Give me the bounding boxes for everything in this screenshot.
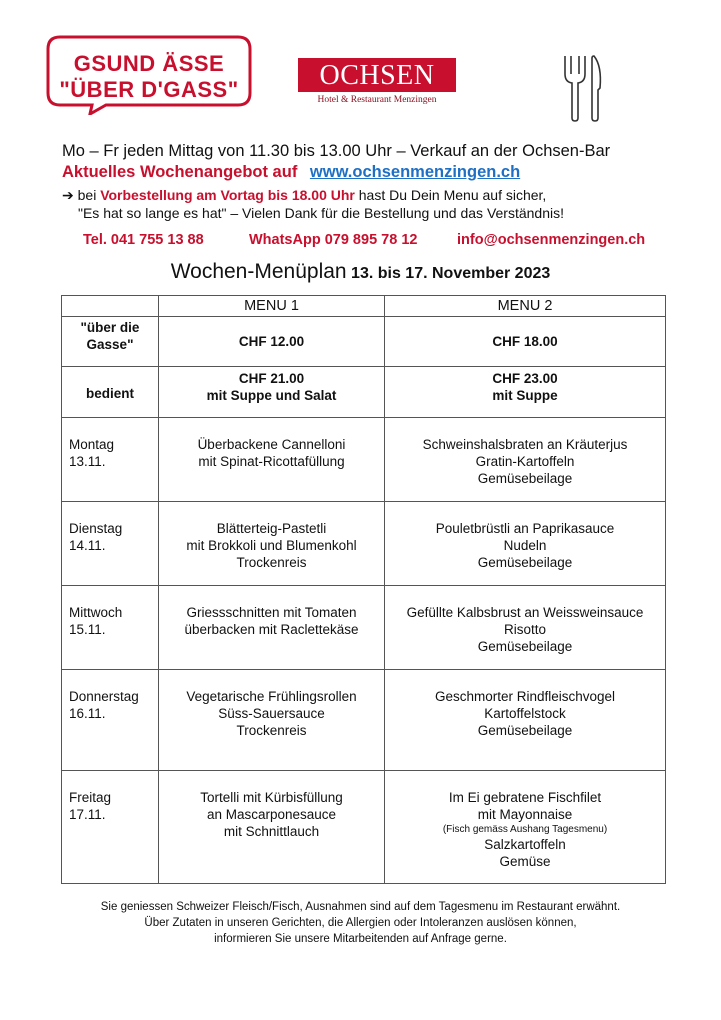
- dish-line: Geschmorter Rindfleischvogel: [434, 689, 616, 704]
- footer-line: informieren Sie unsere Mitarbeitenden auf Anfrage gerne.: [214, 933, 507, 945]
- badge-line-1: GSUND ÄSSE: [73, 51, 225, 76]
- price-line: CHF 18.00: [492, 334, 558, 349]
- weekly-offer: [62, 163, 520, 182]
- dish-line: Süss-Sauersauce: [218, 706, 325, 721]
- dish-line: an Mascarponesauce: [206, 807, 337, 822]
- offer-label: Aktuelles Wochenangebot auf: [62, 163, 298, 181]
- whatsapp-number[interactable]: WhatsApp 079 895 78 12: [249, 232, 418, 248]
- dish-line: Gemüsebeilage: [477, 723, 573, 738]
- page-title: [0, 260, 721, 284]
- dish-note: (Fisch gemäss Aushang Tagesmenu): [442, 824, 608, 835]
- dish-line: mit Mayonnaise: [477, 807, 573, 822]
- menu-1-dish: [159, 586, 385, 670]
- arrow-icon: ➔: [62, 187, 74, 203]
- day-cell: [62, 586, 159, 670]
- day-row-wednesday: [62, 586, 666, 670]
- menu-1-dish: [159, 418, 385, 502]
- day-cell: [62, 502, 159, 586]
- menu-2-dish: [385, 670, 666, 771]
- promo-badge: [46, 35, 252, 115]
- preorder-suffix: hast Du Dein Menu auf sicher,: [358, 187, 547, 203]
- dish-line: Trockenreis: [236, 555, 307, 570]
- dish-line: Blätterteig-Pastetli: [216, 521, 327, 536]
- title-dates: 13. bis 17. November 2023: [351, 265, 551, 282]
- dish-line: Vegetarische Frühlingsrollen: [186, 689, 357, 704]
- day-row-tuesday: [62, 502, 666, 586]
- dish-line: überbacken mit Raclettekäse: [184, 622, 359, 637]
- day-date: 15.11.: [69, 622, 106, 637]
- preorder-prefix: bei: [77, 187, 97, 203]
- price-menu-1: [159, 317, 385, 367]
- day-name: Mittwoch: [69, 605, 123, 620]
- day-row-monday: [62, 418, 666, 502]
- dish-line: mit Spinat-Ricottafüllung: [198, 454, 345, 469]
- menu-1-dish: [159, 502, 385, 586]
- dish-line: Kartoffelstock: [484, 706, 566, 721]
- dish-line: Griessschnitten mit Tomaten: [186, 605, 357, 620]
- price-line: mit Suppe: [492, 388, 558, 403]
- dish-line: Gemüsebeilage: [477, 639, 573, 654]
- dish-line: Überbackene Cannelloni: [197, 437, 346, 452]
- price-line: CHF 23.00: [492, 371, 558, 386]
- dish-line: Schweinshalsbraten an Kräuterjus: [422, 437, 628, 452]
- day-row-friday: [62, 771, 666, 884]
- day-date: 16.11.: [69, 706, 106, 721]
- day-cell: [62, 771, 159, 884]
- dish-line: Trockenreis: [236, 723, 307, 738]
- price-line: CHF 21.00: [238, 371, 305, 386]
- dish-line: Pouletbrüstli an Paprikasauce: [435, 521, 615, 536]
- header-menu-1: MENU 1: [159, 296, 385, 317]
- dish-line: Tortelli mit Kürbisfüllung: [200, 790, 343, 805]
- menu-table: [61, 295, 666, 884]
- menu-2-dish: [385, 502, 666, 586]
- day-name: Freitag: [69, 790, 112, 805]
- dish-line: Gratin-Kartoffeln: [475, 454, 575, 469]
- menu-2-dish: [385, 418, 666, 502]
- logo-subtitle: Hotel & Restaurant Menzingen: [317, 95, 437, 105]
- dish-line: Gefüllte Kalbsbrust an Weissweinsauce: [406, 605, 644, 620]
- dish-line: Gemüse: [499, 854, 551, 869]
- table-header-row: [62, 296, 666, 317]
- preorder-deadline: Vorbestellung am Vortag bis 18.00 Uhr: [100, 187, 355, 203]
- dish-line: Risotto: [503, 622, 547, 637]
- dish-line: Gemüsebeilage: [477, 555, 573, 570]
- day-date: 17.11.: [69, 807, 106, 822]
- menu-2-dish: [385, 586, 666, 670]
- dish-line: Im Ei gebratene Fischfilet: [448, 790, 602, 805]
- website-link[interactable]: www.ochsenmenzingen.ch: [309, 163, 521, 181]
- price-label: "über die Gasse": [62, 317, 159, 367]
- price-label: bedient: [62, 367, 159, 418]
- day-row-thursday: [62, 670, 666, 771]
- day-name: Montag: [69, 437, 115, 452]
- opening-hours: Mo – Fr jeden Mittag von 11.30 bis 13.00 Uhr – Verkauf an der Ochsen-Bar: [62, 142, 611, 160]
- price-line: CHF 12.00: [238, 334, 305, 349]
- dish-line: mit Schnittlauch: [223, 824, 320, 839]
- dish-line: mit Brokkoli und Blumenkohl: [186, 538, 357, 553]
- email-address[interactable]: info@ochsenmenzingen.ch: [457, 232, 646, 248]
- restaurant-logo: [298, 58, 456, 105]
- header-empty: [62, 296, 159, 317]
- menu-1-dish: [159, 771, 385, 884]
- dish-line: Salzkartoffeln: [484, 837, 566, 852]
- fork-knife-icon: [560, 52, 604, 129]
- badge-line-2: "ÜBER D'GASS": [59, 77, 239, 102]
- day-cell: [62, 418, 159, 502]
- day-name: Donnerstag: [69, 689, 139, 704]
- price-row-served: [62, 367, 666, 418]
- thanks-note: "Es hat so lange es hat" – Vielen Dank für die Bestellung und das Verständnis!: [78, 205, 564, 221]
- day-date: 13.11.: [69, 454, 106, 469]
- day-date: 14.11.: [69, 538, 106, 553]
- menu-1-dish: [159, 670, 385, 771]
- price-line: mit Suppe und Salat: [206, 388, 337, 403]
- menu-2-dish: [385, 771, 666, 884]
- day-name: Dienstag: [69, 521, 123, 536]
- price-menu-2: [385, 367, 666, 418]
- price-row-takeaway: [62, 317, 666, 367]
- logo-name: OCHSEN: [298, 58, 456, 92]
- phone-number[interactable]: Tel. 041 755 13 88: [83, 232, 204, 248]
- dish-line: Gemüsebeilage: [477, 471, 573, 486]
- dish-line: Nudeln: [503, 538, 547, 553]
- title-main: Wochen-Menüplan: [170, 260, 347, 283]
- price-menu-1: [159, 367, 385, 418]
- footer-line: Über Zutaten in unseren Gerichten, die Allergien oder Intoleranzen auslösen können,: [144, 917, 577, 929]
- day-cell: [62, 670, 159, 771]
- header-menu-2: MENU 2: [385, 296, 666, 317]
- price-menu-2: [385, 317, 666, 367]
- footer-note: [0, 899, 721, 947]
- footer-line: Sie geniessen Schweizer Fleisch/Fisch, Ausnahmen sind auf dem Tagesmenu im Restaurant erwähnt.: [100, 901, 621, 913]
- preorder-note: [62, 187, 546, 204]
